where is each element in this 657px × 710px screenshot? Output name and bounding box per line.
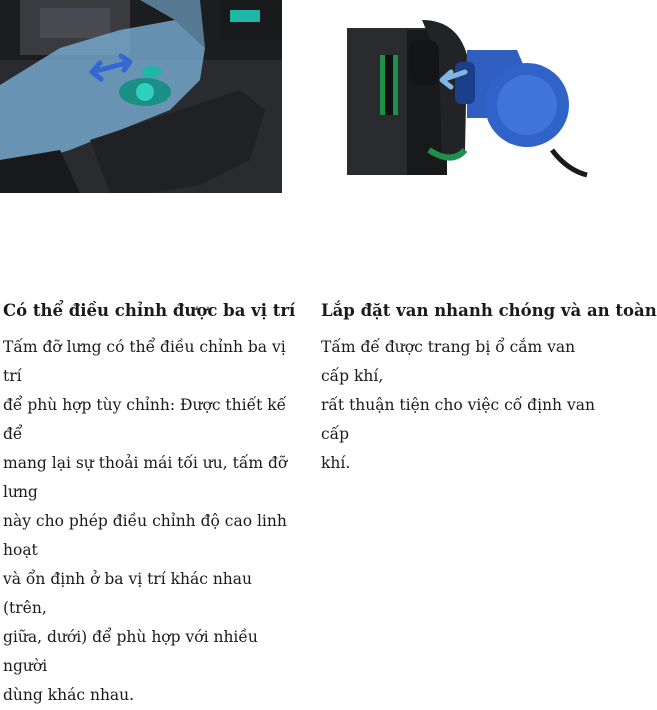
feature-title: Lắp đặt van nhanh chóng và an toàn	[321, 301, 657, 320]
description-line: khí.	[321, 454, 351, 472]
feature-valve-install	[321, 297, 657, 478]
description-line: để phù hợp tùy chỉnh: Được thiết kế để	[3, 396, 287, 443]
back-plate-illustration	[0, 0, 282, 193]
description-line: dùng khác nhau.	[3, 686, 135, 704]
description-line: Tấm đế được trang bị ổ cắm van cấp khí,	[321, 338, 576, 385]
description-line: Tấm đỡ lưng có thể điều chỉnh ba vị trí	[3, 338, 286, 385]
feature-description	[321, 333, 600, 478]
feature-description	[3, 333, 295, 710]
feature-adjustable	[3, 297, 295, 710]
description-line: giữa, dưới) để phù hợp với nhiều người	[3, 628, 258, 675]
feature-title: Có thể điều chỉnh được ba vị trí	[3, 301, 296, 320]
valve-illustration	[347, 0, 600, 175]
valve-installation-photo	[347, 0, 600, 175]
description-line: mang lại sự thoải mái tối ưu, tấm đỡ lưng	[3, 454, 288, 501]
description-line: và ổn định ở ba vị trí khác nhau (trên,	[3, 570, 253, 617]
description-line: rất thuận tiện cho việc cố định van cấp	[321, 396, 595, 443]
description-line: này cho phép điều chỉnh độ cao linh hoạt	[3, 512, 287, 559]
back-plate-photo	[0, 0, 282, 193]
